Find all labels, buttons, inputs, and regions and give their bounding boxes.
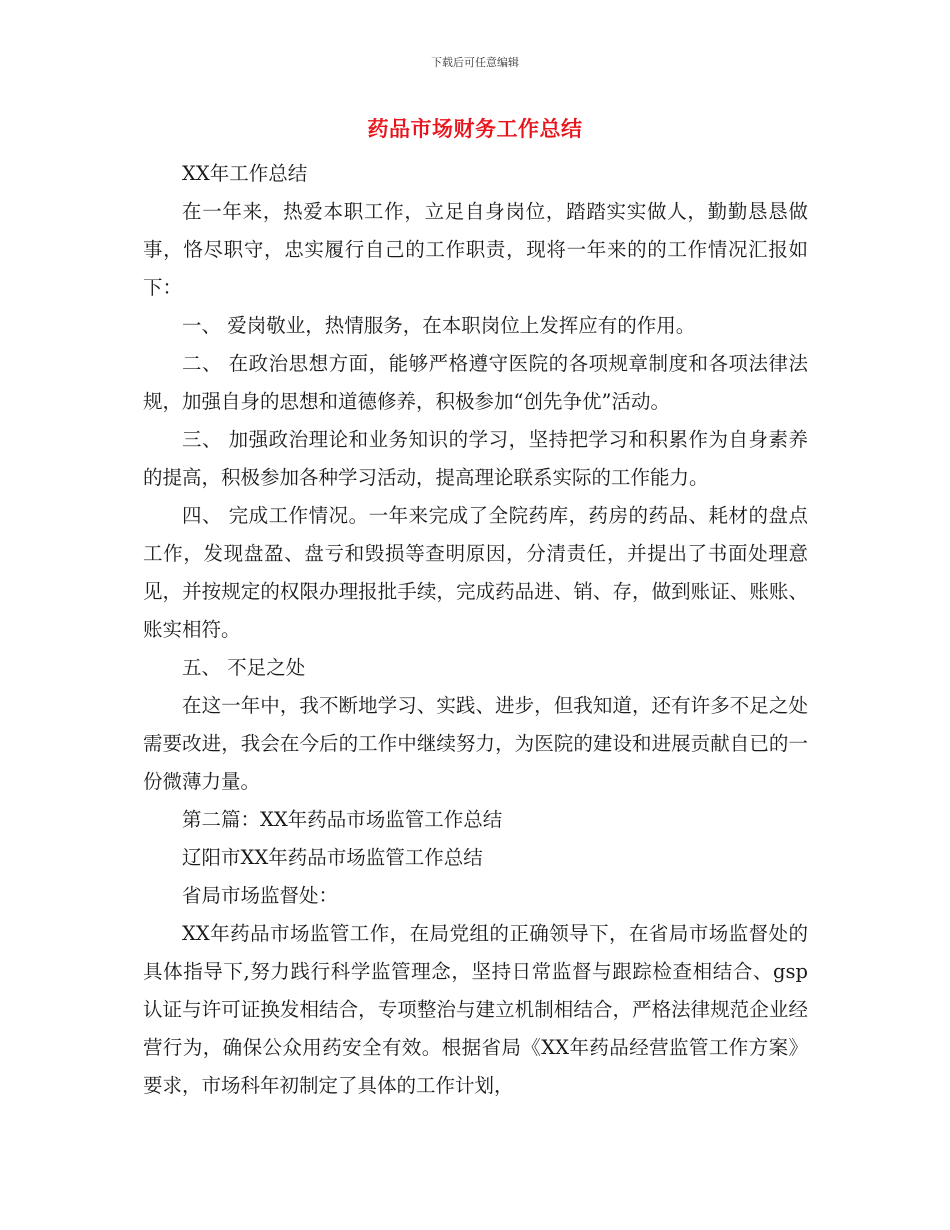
paragraph-item-4: 四、 完成工作情况。一年来完成了全院药库，药房的药品、耗材的盘点工作，发现盘盈、盘亏和毁损等查明原因，分清责任，并提出了书面处理意见，并按规定的权限办理报批手续，完成药品进、销、存，做到账证、账账、账实相符。 — [143, 504, 808, 641]
paragraph-item-1: 一、 爱岗敬业，热情服务，在本职岗位上发挥应有的作用。 — [182, 314, 696, 337]
paragraph-heading-xx: XX年工作总结 — [182, 162, 308, 185]
paragraph-item-5: 五、 不足之处 — [182, 656, 306, 679]
header-note: 下载后可任意编辑 — [431, 56, 519, 69]
paragraph-item-2: 二、 在政治思想方面，能够严格遵守医院的各项规章制度和各项法律法规，加强自身的思想和道德修养，积极参加“创先争优”活动。 — [143, 352, 808, 413]
paragraph-liaoyang-title: 辽阳市XX年药品市场监管工作总结 — [182, 846, 483, 869]
paragraph-market-supervision: XX年药品市场监管工作，在局党组的正确领导下，在省局市场监督处的具体指导下,努力践行科学监管理念，坚持日常监督与跟踪检查相结合、gsp认证与许可证换发相结合，专项整治与建立机制相结合，严格法律规范企业经营行为，确保公众用药安全有效。根据省局《XX年药品经营监管工作方案》要求，市场科年初制定了具体的工作计划， — [143, 922, 808, 1097]
paragraph-part-two-title: 第二篇：XX年药品市场监管工作总结 — [182, 808, 503, 831]
paragraph-item-3: 三、 加强政治理论和业务知识的学习，坚持把学习和积累作为自身素养的提高，积极参加各种学习活动，提高理论联系实际的工作能力。 — [143, 428, 808, 489]
document-body — [143, 155, 808, 1105]
paragraph-addressee: 省局市场监督处： — [182, 884, 339, 907]
paragraph-shortcomings: 在这一年中，我不断地学习、实践、进步，但我知道，还有许多不足之处需要改进，我会在今后的工作中继续努力，为医院的建设和进展贡献自已的一份微薄力量。 — [143, 694, 808, 793]
paragraph-intro: 在一年来，热爱本职工作，立足自身岗位，踏踏实实做人，勤勤恳恳做事，恪尽职守，忠实履行自己的工作职责，现将一年来的的工作情况汇报如下： — [143, 200, 808, 299]
document-title: 药品市场财务工作总结 — [367, 117, 583, 141]
